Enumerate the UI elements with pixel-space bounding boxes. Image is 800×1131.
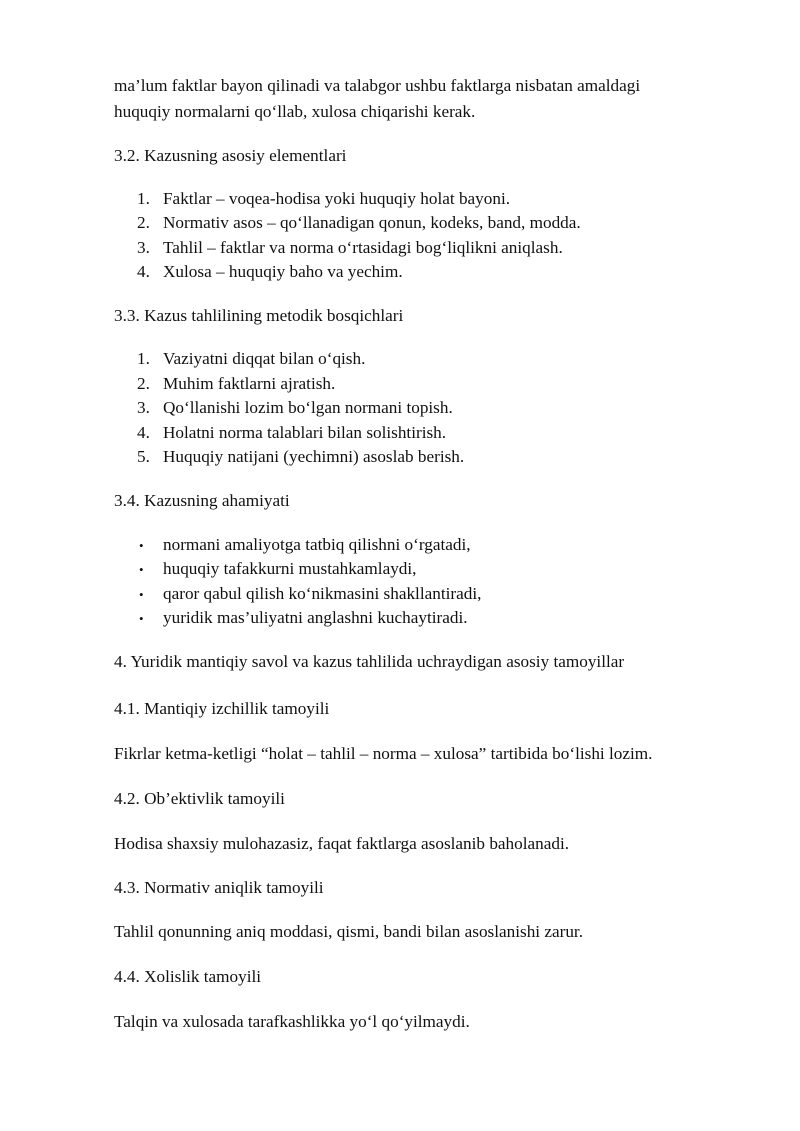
section-4-4-text: Talqin va xulosada tarafkashlikka yo‘l qo‘yilmaydi. [114, 1012, 470, 1031]
section-4-1-heading: 4.1. Mantiqiy izchillik tamoyili [114, 699, 330, 718]
list-item-text: Muhim faktlarni ajratish. [163, 374, 336, 393]
section-4-3-text: Tahlil qonunning aniq moddasi, qismi, bandi bilan asoslanishi zarur. [114, 922, 584, 941]
list-item-text: Xulosa – huquqiy baho va yechim. [163, 262, 403, 281]
bullet-item-text: qaror qabul qilish ko‘nikmasini shakllantiradi, [163, 584, 482, 603]
list-item-text: Vaziyatni diqqat bilan o‘qish. [163, 349, 366, 368]
list-item-text: Tahlil – faktlar va norma o‘rtasidagi bog‘liqlikni aniqlash. [163, 238, 563, 257]
section-4-4-heading: 4.4. Xolislik tamoyili [114, 967, 262, 986]
bullet-item-text: normani amaliyotga tatbiq qilishni o‘rgatadi, [163, 535, 471, 554]
list-item-text: Huquqiy natijani (yechimni) asoslab berish. [163, 447, 465, 466]
list-item-text: Normativ asos – qo‘llanadigan qonun, kodeks, band, modda. [163, 213, 581, 232]
list-item-number: 1. [137, 189, 150, 208]
list-item-text: Qo‘llanishi lozim bo‘lgan normani topish. [163, 398, 453, 417]
list-item-number: 3. [137, 398, 150, 417]
list-item-number: 4. [137, 423, 150, 442]
section-4-2-heading: 4.2. Ob’ektivlik tamoyili [114, 789, 285, 808]
list-item-number: 1. [137, 349, 150, 368]
intro-line-1: ma’lum faktlar bayon qilinadi va talabgor ushbu faktlarga nisbatan amaldagi [114, 76, 641, 95]
section-3-4-heading: 3.4. Kazusning ahamiyati [114, 491, 290, 510]
section-4-heading: 4. Yuridik mantiqiy savol va kazus tahlilida uchraydigan asosiy tamoyillar [114, 652, 625, 671]
bullet-item-text: huquqiy tafakkurni mustahkamlaydi, [163, 559, 417, 578]
section-3-3-heading: 3.3. Kazus tahlilining metodik bosqichlari [114, 306, 404, 325]
list-item-number: 2. [137, 213, 150, 232]
bullet-icon: • [139, 562, 144, 577]
list-item-number: 2. [137, 374, 150, 393]
section-4-1-text: Fikrlar ketma-ketligi “holat – tahlil – norma – xulosa” tartibida bo‘lishi lozim. [114, 744, 653, 763]
bullet-icon: • [139, 611, 144, 626]
intro-line-2: huquqiy normalarni qo‘llab, xulosa chiqarishi kerak. [114, 102, 476, 121]
section-4-3-heading: 4.3. Normativ aniqlik tamoyili [114, 878, 324, 897]
bullet-icon: • [139, 587, 144, 602]
section-4-2-text: Hodisa shaxsiy mulohazasiz, faqat faktlarga asoslanib baholanadi. [114, 834, 570, 853]
list-item-number: 5. [137, 447, 150, 466]
list-item-number: 3. [137, 238, 150, 257]
section-3-2-heading: 3.2. Kazusning asosiy elementlari [114, 146, 347, 165]
bullet-item-text: yuridik mas’uliyatni anglashni kuchaytiradi. [163, 608, 468, 627]
list-item-number: 4. [137, 262, 150, 281]
list-item-text: Faktlar – voqea-hodisa yoki huquqiy holat bayoni. [163, 189, 511, 208]
bullet-icon: • [139, 538, 144, 553]
list-item-text: Holatni norma talablari bilan solishtirish. [163, 423, 447, 442]
